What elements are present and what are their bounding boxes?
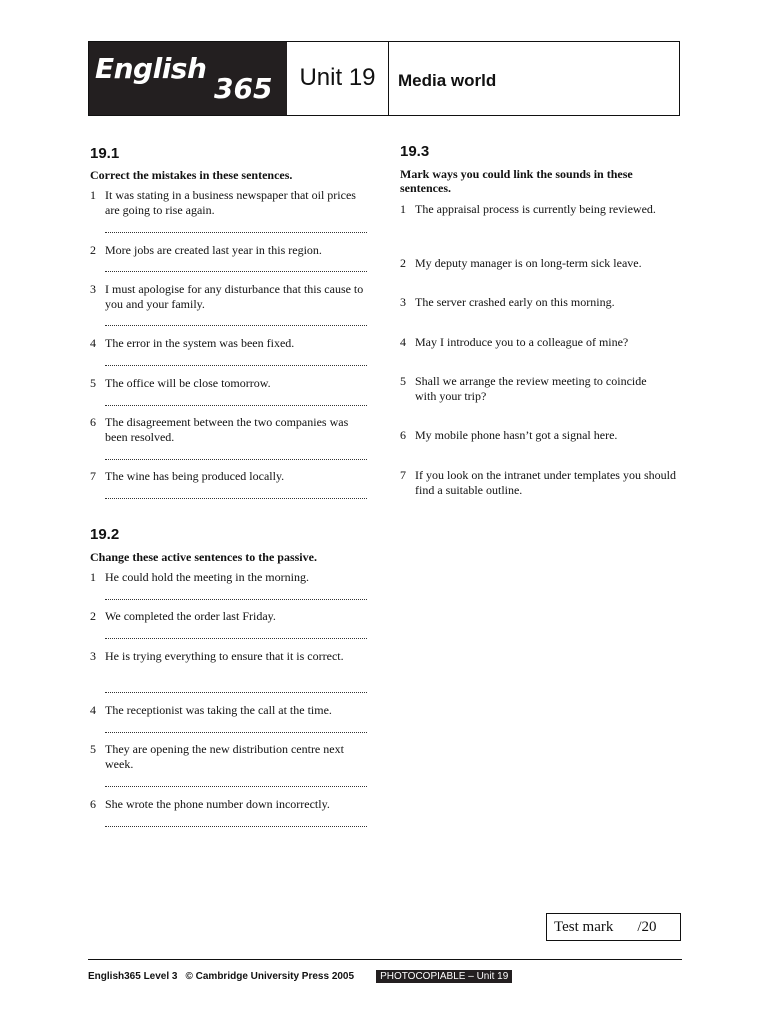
item-number: 6 [90, 415, 96, 429]
item-text: The appraisal process is currently being reviewed. [415, 202, 656, 216]
exercise-instruction: Mark ways you could link the sounds in these sentences. [400, 167, 633, 195]
exercise-number: 19.1 [90, 145, 120, 162]
item-text: It was stating in a business newspaper that oil prices are going to rise again. [105, 188, 356, 217]
answer-line[interactable] [105, 599, 367, 600]
list-item [400, 374, 660, 404]
item-number: 5 [400, 374, 406, 388]
item-number: 6 [90, 797, 96, 811]
answer-line[interactable] [105, 232, 367, 233]
item-text: The office will be close tomorrow. [105, 376, 271, 390]
list-item [400, 468, 682, 498]
answer-line[interactable] [105, 459, 367, 460]
answer-line[interactable] [105, 692, 367, 693]
item-number: 7 [90, 469, 96, 483]
item-number: 2 [90, 609, 96, 623]
answer-line[interactable] [105, 638, 367, 639]
item-number: 7 [400, 468, 406, 482]
item-text: We completed the order last Friday. [105, 609, 276, 623]
list-item [90, 703, 370, 718]
list-item [90, 415, 370, 445]
item-number: 2 [400, 256, 406, 270]
list-item [90, 570, 370, 585]
logo-word: English [95, 52, 207, 85]
list-item [90, 243, 370, 258]
list-item [90, 188, 370, 218]
item-number: 3 [400, 295, 406, 309]
answer-line[interactable] [105, 325, 367, 326]
footer-level: English365 Level 3 [88, 971, 178, 982]
footer-copyright: © Cambridge University Press 2005 [185, 971, 355, 982]
photocopiable-badge: PHOTOCOPIABLE – Unit 19 [376, 970, 512, 983]
english365-logo [89, 42, 287, 115]
answer-line[interactable] [105, 498, 367, 499]
list-item [400, 335, 682, 350]
exercise-number: 19.3 [400, 143, 430, 160]
test-mark-label: Test mark [554, 918, 614, 935]
item-text: He could hold the meeting in the morning. [105, 570, 309, 584]
item-text: The wine has being produced locally. [105, 469, 285, 483]
list-item [90, 609, 370, 624]
exercise-instruction: Change these active sentences to the passive. [90, 550, 317, 564]
item-text: The error in the system was been fixed. [105, 336, 295, 350]
item-text: They are opening the new distribution centre next week. [105, 742, 344, 771]
answer-line[interactable] [105, 405, 367, 406]
answer-line[interactable] [105, 826, 367, 827]
item-number: 3 [90, 649, 96, 663]
item-text: The disagreement between the two companies was been resolved. [105, 415, 349, 444]
item-text: May I introduce you to a colleague of mine? [415, 335, 629, 349]
unit-label: Unit 19 [287, 42, 389, 115]
footer-divider [88, 959, 682, 960]
list-item [400, 295, 682, 310]
answer-line[interactable] [105, 786, 367, 787]
item-text: I must apologise for any disturbance that this cause to you and your family. [105, 282, 364, 311]
item-number: 3 [90, 282, 96, 296]
test-mark-box [546, 913, 681, 941]
item-number: 4 [90, 703, 96, 717]
item-number: 4 [90, 336, 96, 350]
list-item [400, 202, 682, 217]
list-item [90, 649, 370, 664]
list-item [90, 282, 370, 312]
answer-line[interactable] [105, 365, 367, 366]
item-number: 2 [90, 243, 96, 257]
item-text: If you look on the intranet under templates you should find a suitable outline. [415, 468, 676, 497]
exercise-instruction: Correct the mistakes in these sentences. [90, 168, 293, 182]
test-mark-total: /20 [637, 918, 657, 935]
item-number: 4 [400, 335, 406, 349]
item-text: He is trying everything to ensure that it is correct. [105, 649, 344, 663]
item-number: 6 [400, 428, 406, 442]
logo-number: 365 [214, 72, 273, 105]
page-header [88, 41, 680, 116]
item-text: The server crashed early on this morning. [415, 295, 615, 309]
item-text: The receptionist was taking the call at the time. [105, 703, 332, 717]
list-item [400, 256, 682, 271]
item-text: She wrote the phone number down incorrectly. [105, 797, 330, 811]
list-item [90, 376, 370, 391]
item-text: More jobs are created last year in this region. [105, 243, 322, 257]
item-number: 1 [400, 202, 406, 216]
list-item [400, 428, 682, 443]
item-number: 1 [90, 570, 96, 584]
item-text: My mobile phone hasn’t got a signal here. [415, 428, 618, 442]
list-item [90, 742, 370, 772]
answer-line[interactable] [105, 732, 367, 733]
page-footer [88, 970, 512, 983]
item-text: My deputy manager is on long-term sick leave. [415, 256, 642, 270]
list-item [90, 469, 370, 484]
answer-line[interactable] [105, 271, 367, 272]
item-text: Shall we arrange the review meeting to coincide with your trip? [415, 374, 647, 403]
item-number: 1 [90, 188, 96, 202]
list-item [90, 797, 370, 812]
item-number: 5 [90, 742, 96, 756]
exercise-number: 19.2 [90, 526, 120, 543]
item-number: 5 [90, 376, 96, 390]
unit-title: Media world [398, 71, 497, 90]
list-item [90, 336, 370, 351]
